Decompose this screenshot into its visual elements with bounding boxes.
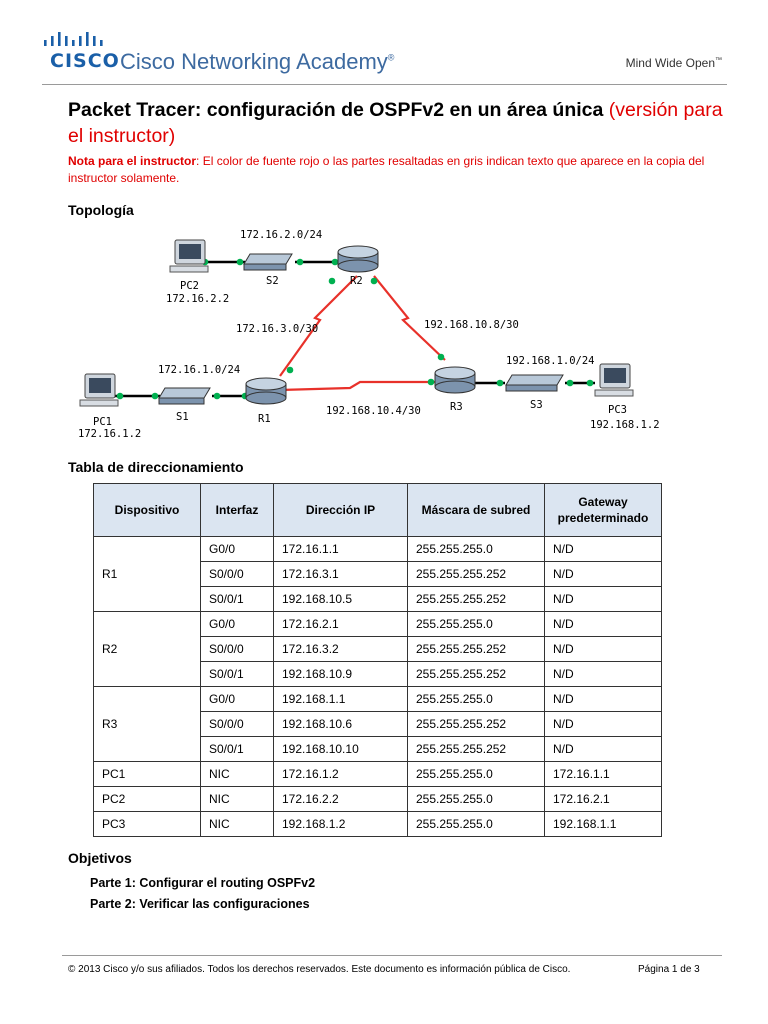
table-row xyxy=(94,612,662,637)
cell-ip: 172.16.1.2 xyxy=(274,762,408,787)
cell-mask: 255.255.255.252 xyxy=(408,662,545,687)
cell-interface: NIC xyxy=(201,787,274,812)
cell-ip: 192.168.1.2 xyxy=(274,812,408,837)
pc2-icon xyxy=(170,240,208,272)
cell-mask: 255.255.255.252 xyxy=(408,562,545,587)
cell-ip: 192.168.1.1 xyxy=(274,687,408,712)
cell-ip: 192.168.10.6 xyxy=(274,712,408,737)
table-row xyxy=(94,537,662,562)
col-header-device: Dispositivo xyxy=(94,484,201,537)
label-pc2: PC2 xyxy=(180,280,199,292)
cell-device: PC3 xyxy=(94,812,201,837)
objective-item: Parte 2: Verificar las configuraciones xyxy=(90,897,310,911)
cell-ip: 192.168.10.5 xyxy=(274,587,408,612)
cell-gateway: N/D xyxy=(545,587,662,612)
cell-mask: 255.255.255.252 xyxy=(408,637,545,662)
addressing-table-heading: Tabla de direccionamiento xyxy=(68,459,244,475)
cell-interface: S0/0/1 xyxy=(201,737,274,762)
cell-ip: 172.16.3.2 xyxy=(274,637,408,662)
router-r2-icon xyxy=(338,246,378,272)
cell-ip: 172.16.3.1 xyxy=(274,562,408,587)
cell-interface: G0/0 xyxy=(201,687,274,712)
objective-item: Parte 1: Configurar el routing OSPFv2 xyxy=(90,876,316,890)
label-pc1: PC1 xyxy=(93,416,112,428)
cisco-wordmark: CISCO xyxy=(50,50,120,72)
table-row xyxy=(94,787,662,812)
cell-gateway: N/D xyxy=(545,637,662,662)
topology-heading: Topología xyxy=(68,202,134,218)
cell-interface: S0/0/1 xyxy=(201,587,274,612)
label-net-192-168-1: 192.168.1.0/24 xyxy=(506,355,595,367)
table-body xyxy=(94,537,662,837)
cell-interface: NIC xyxy=(201,812,274,837)
footer-divider xyxy=(62,955,722,956)
label-net-192-168-10-8: 192.168.10.8/30 xyxy=(424,319,519,331)
cell-gateway: N/D xyxy=(545,712,662,737)
cell-device: R2 xyxy=(94,612,201,687)
router-r1-icon xyxy=(246,378,286,404)
label-s3: S3 xyxy=(530,399,543,411)
header-divider xyxy=(42,84,727,85)
pc3-icon xyxy=(595,364,633,396)
cell-ip: 192.168.10.10 xyxy=(274,737,408,762)
label-s1: S1 xyxy=(176,411,189,423)
cell-mask: 255.255.255.0 xyxy=(408,812,545,837)
cell-gateway: N/D xyxy=(545,537,662,562)
cell-mask: 255.255.255.252 xyxy=(408,712,545,737)
switch-s2-icon xyxy=(244,254,292,270)
table-row xyxy=(94,687,662,712)
label-pc3: PC3 xyxy=(608,404,627,416)
router-r3-icon xyxy=(435,367,475,393)
cell-gateway: N/D xyxy=(545,562,662,587)
link-r1-r3 xyxy=(280,382,435,390)
cell-ip: 172.16.2.2 xyxy=(274,787,408,812)
footer-page-number: Página 1 de 3 xyxy=(638,964,700,975)
page-header xyxy=(0,0,768,92)
topology-diagram xyxy=(60,218,660,443)
label-pc2-ip: 172.16.2.2 xyxy=(166,293,230,305)
academy-name: Cisco Networking Academy® xyxy=(120,49,395,74)
cell-ip: 172.16.2.1 xyxy=(274,612,408,637)
cell-interface: NIC xyxy=(201,762,274,787)
cell-interface: S0/0/0 xyxy=(201,562,274,587)
cell-gateway: 192.168.1.1 xyxy=(545,812,662,837)
cell-gateway: 172.16.2.1 xyxy=(545,787,662,812)
cell-device: PC1 xyxy=(94,762,201,787)
cell-interface: G0/0 xyxy=(201,612,274,637)
cell-mask: 255.255.255.0 xyxy=(408,787,545,812)
footer-copyright: © 2013 Cisco y/o sus afiliados. Todos los derechos reservados. Este documento es información pública de Cisco. xyxy=(68,964,571,975)
cell-mask: 255.255.255.0 xyxy=(408,762,545,787)
cell-gateway: N/D xyxy=(545,612,662,637)
table-row xyxy=(94,762,662,787)
label-pc1-ip: 172.16.1.2 xyxy=(78,428,142,440)
cell-device: R1 xyxy=(94,537,201,612)
cell-ip: 172.16.1.1 xyxy=(274,537,408,562)
cell-interface: S0/0/1 xyxy=(201,662,274,687)
label-net-172-16-1: 172.16.1.0/24 xyxy=(158,364,241,376)
link-r2-r3 xyxy=(374,276,445,360)
cell-mask: 255.255.255.252 xyxy=(408,587,545,612)
cisco-bars-logo xyxy=(44,32,114,48)
pc1-icon xyxy=(80,374,118,406)
col-header-interface: Interfaz xyxy=(201,484,274,537)
table-row xyxy=(94,812,662,837)
col-header-mask: Máscara de subred xyxy=(408,484,545,537)
table-header-row xyxy=(94,484,662,537)
cell-gateway: 172.16.1.1 xyxy=(545,762,662,787)
label-pc3-ip: 192.168.1.2 xyxy=(590,419,660,431)
label-s2: S2 xyxy=(266,275,279,287)
cell-gateway: N/D xyxy=(545,687,662,712)
cell-mask: 255.255.255.0 xyxy=(408,537,545,562)
cell-mask: 255.255.255.0 xyxy=(408,612,545,637)
col-header-gateway: Gateway predeterminado xyxy=(545,484,662,537)
label-net-172-16-3: 172.16.3.0/30 xyxy=(236,323,319,335)
document-title: Packet Tracer: configuración de OSPFv2 en un área única (versión para el instructor) xyxy=(68,99,723,147)
label-r3: R3 xyxy=(450,401,463,413)
cell-gateway: N/D xyxy=(545,662,662,687)
cell-device: R3 xyxy=(94,687,201,762)
instructor-note: Nota para el instructor: El color de fuente rojo o las partes resaltadas en gris indican texto que aparece en la copia del instructor solamente. xyxy=(68,154,705,185)
cell-ip: 192.168.10.9 xyxy=(274,662,408,687)
cell-gateway: N/D xyxy=(545,737,662,762)
cell-interface: S0/0/0 xyxy=(201,637,274,662)
cell-mask: 255.255.255.0 xyxy=(408,687,545,712)
objectives-heading: Objetivos xyxy=(68,850,132,866)
cell-device: PC2 xyxy=(94,787,201,812)
addressing-table xyxy=(93,483,662,837)
cell-interface: S0/0/0 xyxy=(201,712,274,737)
switch-s1-icon xyxy=(159,388,210,404)
col-header-ip: Dirección IP xyxy=(274,484,408,537)
label-net-172-16-2: 172.16.2.0/24 xyxy=(240,229,323,241)
label-net-192-168-10-4: 192.168.10.4/30 xyxy=(326,405,421,417)
switch-s3-icon xyxy=(506,375,563,391)
instructor-version-label: (versión para el instructor) xyxy=(68,99,723,147)
label-r1: R1 xyxy=(258,413,271,425)
cell-mask: 255.255.255.252 xyxy=(408,737,545,762)
cell-interface: G0/0 xyxy=(201,537,274,562)
tagline: Mind Wide Open™ xyxy=(625,56,722,70)
label-r2: R2 xyxy=(350,275,363,287)
